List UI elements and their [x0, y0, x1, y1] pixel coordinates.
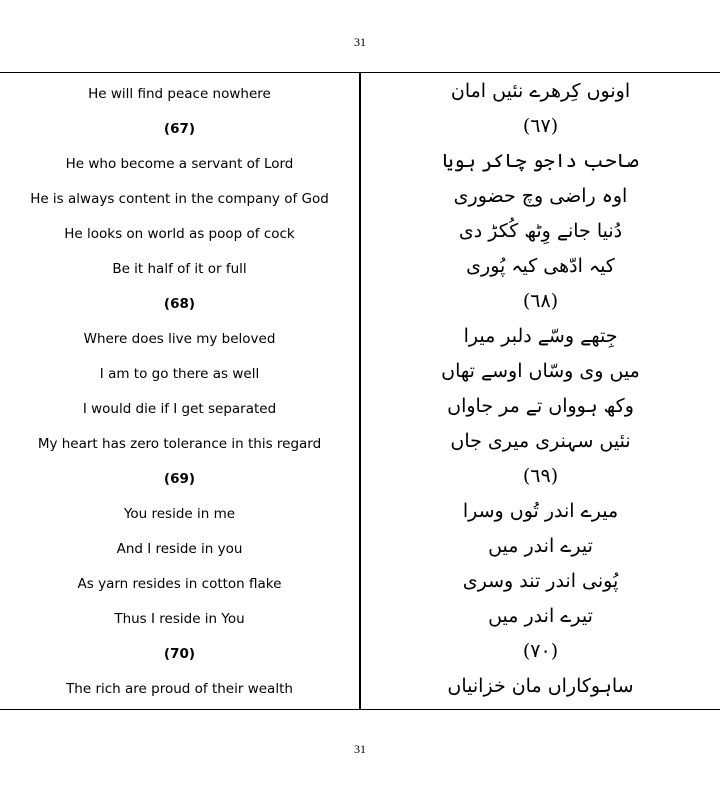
urdu-line: جِتھے وسّے دلبر میرا [463, 324, 618, 347]
verse-row [0, 598, 720, 633]
verse-number-english: (68) [163, 295, 196, 312]
verse-number-english: (70) [163, 645, 196, 662]
verse-row [0, 143, 720, 178]
english-line: Where does live my beloved [83, 330, 276, 347]
verse-number-urdu: (٦٧) [522, 114, 559, 137]
english-line: You reside in me [123, 505, 236, 522]
english-line: As yarn resides in cotton flake [77, 575, 282, 592]
english-line: I would die if I get separated [82, 400, 277, 417]
verse-row [0, 668, 720, 703]
english-line: He is always content in the company of God [30, 190, 329, 207]
page-number-top: 31 [354, 35, 366, 49]
urdu-line: نئیں سہنری میری جاں [450, 429, 631, 452]
verse-number-urdu: (٦٨) [522, 289, 559, 312]
verse-row [0, 178, 720, 213]
urdu-line: صاحب داجو چاکر ہویا [442, 149, 639, 172]
verse-row [0, 318, 720, 353]
verse-number-row [0, 633, 720, 668]
urdu-line: کیہ ادّھی کیہ پُوری [466, 254, 615, 277]
verse-row [0, 388, 720, 423]
english-line: Be it half of it or full [112, 260, 247, 277]
english-line: He who become a servant of Lord [65, 155, 294, 172]
english-line: I am to go there as well [99, 365, 260, 382]
verse-number-row [0, 108, 720, 143]
verse-row [0, 423, 720, 458]
verse-table [0, 72, 720, 710]
urdu-line: تیرے اندر میں [488, 604, 593, 627]
urdu-line: تیرے اندر میں [488, 534, 593, 557]
verse-number-english: (67) [163, 120, 196, 137]
verse-row [0, 563, 720, 598]
verse-row [0, 528, 720, 563]
english-line: He will find peace nowhere [88, 85, 271, 102]
verse-number-english: (69) [163, 470, 196, 487]
english-line: He looks on world as poop of cock [64, 225, 295, 242]
urdu-line: ساہوکاراں مان خزانیاں [447, 674, 634, 697]
verse-number-row [0, 458, 720, 493]
urdu-line: پُونی اندر تند وسری [462, 569, 619, 592]
urdu-line: میرے اندر تُوں وسرا [462, 499, 619, 522]
urdu-line: میں وی وسّاں اوسے تھاں [441, 359, 640, 382]
english-line: Thus I reside in You [114, 610, 245, 627]
verse-number-row [0, 283, 720, 318]
english-line: My heart has zero tolerance in this regard [37, 435, 322, 452]
verse-number-urdu: (٦٩) [522, 464, 559, 487]
page-number-bottom: 31 [354, 742, 366, 756]
verse-row [0, 248, 720, 283]
verse-row [0, 73, 720, 108]
urdu-line: اونوں کِرھرے نئیں امان [450, 79, 631, 102]
urdu-line: اوہ راضی وچ حضوری [453, 184, 628, 207]
verse-row [0, 493, 720, 528]
verse-row [0, 353, 720, 388]
verse-number-urdu: (٧٠) [522, 639, 559, 662]
urdu-line: وکھ ہوواں تے مر جاواں [447, 394, 634, 417]
english-line: And I reside in you [116, 540, 243, 557]
urdu-line: دُنیا جانے وِٹھ کُکڑ دی [458, 219, 623, 242]
verse-row [0, 213, 720, 248]
english-line: The rich are proud of their wealth [66, 680, 293, 697]
